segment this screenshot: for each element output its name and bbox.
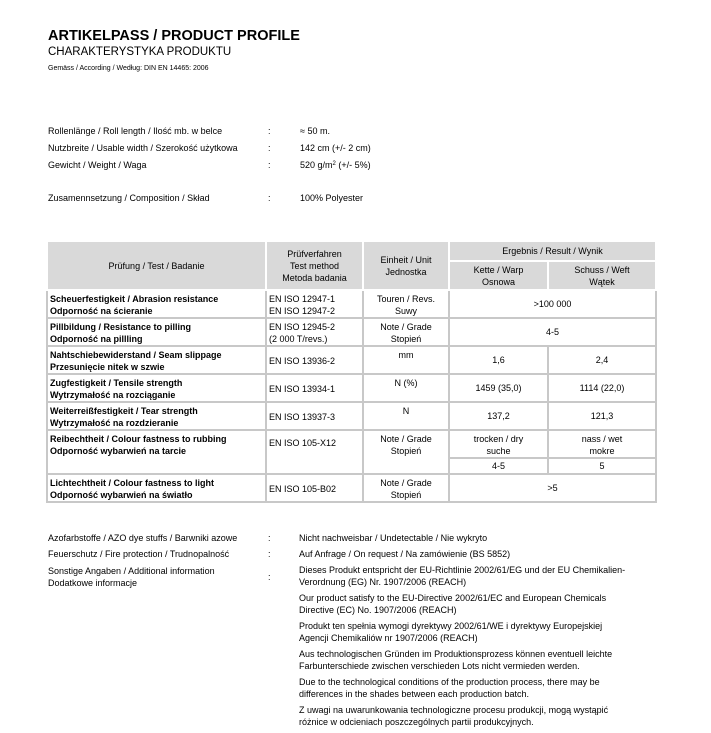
test-name [47, 430, 266, 474]
table-row-colour-fastness-rubbing [47, 430, 656, 458]
unit-line: Touren / Revs. [376, 294, 436, 304]
other-label-pl: Dodatkowe informacje [48, 578, 138, 588]
test-unit: mm [363, 346, 449, 374]
method-line: EN ISO 12947-1 [269, 294, 336, 304]
test-method: EN ISO 13936-2 [266, 346, 363, 374]
test-name [47, 474, 266, 502]
condition-line: nass / wet [581, 434, 623, 444]
test-method [266, 318, 363, 346]
test-result: >100 000 [449, 290, 656, 318]
unit-line: Suwy [394, 306, 417, 316]
test-result: 4-5 [449, 318, 656, 346]
header-weft-de-en: Schuss / Weft [574, 264, 630, 275]
test-unit [363, 430, 449, 474]
spec-value [300, 160, 371, 170]
table-row-tear-strength [47, 402, 656, 430]
header-warp-de-en: Kette / Warp [473, 264, 524, 275]
test-name [47, 402, 266, 430]
paragraph-line: różnice w odcieniach poszczególnych partii produkcyjnych. [299, 717, 534, 727]
spec-label: Zusamennsetzung / Composition / Skład [48, 193, 210, 203]
test-results-table [46, 240, 657, 503]
test-name-pl: Odporność na ścieranie [50, 306, 153, 316]
unit-line: Note / Grade [380, 434, 432, 444]
test-name [47, 346, 266, 374]
header-weft [548, 261, 656, 290]
info-paragraph [299, 676, 669, 700]
test-name-de-en: Reibechtheit / Colour fastness to rubbing [50, 434, 227, 444]
method-line: EN ISO 12947-2 [269, 306, 336, 316]
other-colon: : [268, 572, 271, 582]
result-warp: 4-5 [449, 458, 548, 474]
unit-line: Stopień [390, 446, 422, 456]
test-name-de-en: Nahtschiebewiderstand / Seam slippage [50, 350, 222, 360]
other-label-de-en: Sonstige Angaben / Additional information [48, 566, 215, 576]
paragraph-line: Directive (EC) No. 1907/2006 (REACH) [299, 605, 457, 615]
info-paragraph [299, 648, 669, 672]
test-unit: N (%) [363, 374, 449, 402]
info-paragraph [299, 704, 669, 728]
test-name-de-en: Weiterreißfestigkeit / Tear strength [50, 406, 198, 416]
test-method: EN ISO 13937-3 [266, 402, 363, 430]
spec-label: Gewicht / Weight / Waga [48, 160, 147, 170]
header-unit-pl: Jednostka [385, 266, 427, 277]
test-unit: N [363, 402, 449, 430]
header-method-de: Prüfverfahren [287, 248, 342, 259]
table-row-tensile-strength [47, 374, 656, 402]
azo-colon: : [268, 533, 271, 543]
weight-tolerance: (+/- 5%) [335, 160, 371, 170]
other-label [48, 565, 215, 589]
header-unit-de-en: Einheit / Unit [380, 254, 432, 265]
header-test [47, 241, 266, 290]
header-test-label: Prüfung / Test / Badanie [108, 260, 205, 271]
test-method: EN ISO 105-B02 [266, 474, 363, 502]
paragraph-line: Our product satisfy to the EU-Directive 2002/61/EC and European Chemicals [299, 593, 607, 603]
test-name-de-en: Pillbildung / Resistance to pilling [50, 322, 192, 332]
result-weft: 2,4 [548, 346, 656, 374]
result-warp: 1,6 [449, 346, 548, 374]
result-weft: 1114 (22,0) [548, 374, 656, 402]
method-line: EN ISO 12945-2 [269, 322, 336, 332]
warp-condition [449, 430, 548, 458]
test-method: EN ISO 105-X12 [266, 430, 363, 474]
unit-line: Note / Grade [380, 322, 432, 332]
condition-line: trocken / dry [473, 434, 524, 444]
paragraph-line: Farbunterschiede zwischen verschieden Lots nicht vermieden werden. [299, 661, 580, 671]
test-name-pl: Wytrzymałość na rozdzieranie [50, 418, 179, 428]
test-name [47, 290, 266, 318]
test-method: EN ISO 13934-1 [266, 374, 363, 402]
unit-line: Stopień [390, 490, 422, 500]
info-paragraph [299, 592, 669, 616]
document-subtitle: CHARAKTERYSTYKA PRODUKTU [48, 46, 232, 58]
header-unit [363, 241, 449, 290]
test-unit [363, 318, 449, 346]
unit-line: Stopień [390, 334, 422, 344]
paragraph-line: Produkt ten spełnia wymogi dyrektywy 2002/61/WE i dyrektywy Europejskiej [299, 621, 603, 631]
spec-colon: : [268, 160, 271, 170]
document-title: ARTIKELPASS / PRODUCT PROFILE [48, 28, 300, 44]
table-row-pilling [47, 318, 656, 346]
paragraph-line: Verordnung (EG) Nr. 1907/2006 (REACH) [299, 577, 467, 587]
test-name-pl: Przesunięcie nitek w szwie [50, 362, 165, 372]
azo-label: Azofarbstoffe / AZO dye stuffs / Barwniki azowe [48, 533, 238, 543]
test-name-pl: Wytrzymałość na rozciąganie [50, 390, 176, 400]
paragraph-line: Dieses Produkt entspricht der EU-Richtlinie 2002/61/EG und der EU Chemikalien- [299, 565, 626, 575]
paragraph-line: Z uwagi na uwarunkowania technologiczne procesu produkcji, mogą wystąpić [299, 705, 609, 715]
fire-value: Auf Anfrage / On request / Na zamówienie (BS 5852) [299, 549, 511, 559]
paragraph-line: Due to the technological conditions of the production process, there may be [299, 677, 600, 687]
condition-line: mokre [589, 446, 615, 456]
unit-line: Note / Grade [380, 478, 432, 488]
test-unit [363, 474, 449, 502]
weight-exponent: 2 [332, 161, 336, 167]
header-warp-pl: Osnowa [481, 276, 516, 287]
table-row-colour-fastness-light [47, 474, 656, 502]
weft-condition [548, 430, 656, 458]
header-method-en: Test method [289, 260, 340, 271]
test-method [266, 290, 363, 318]
spec-value: ≈ 50 m. [300, 126, 330, 136]
header-method-pl: Metoda badania [282, 272, 347, 283]
result-weft: 121,3 [548, 402, 656, 430]
spec-colon: : [268, 126, 271, 136]
test-name [47, 318, 266, 346]
weight-value: 520 g/m [300, 160, 333, 170]
header-warp [449, 261, 548, 290]
header-result: Ergebnis / Result / Wynik [449, 241, 656, 261]
info-paragraph [299, 564, 669, 588]
result-weft: 5 [548, 458, 656, 474]
header-weft-pl: Wątek [589, 276, 615, 287]
test-unit [363, 290, 449, 318]
fire-colon: : [268, 549, 271, 559]
test-name-pl: Odporność na pillling [50, 334, 143, 344]
header-method [266, 241, 363, 290]
table-row-seam-slippage [47, 346, 656, 374]
test-name [47, 374, 266, 402]
table-row-abrasion [47, 290, 656, 318]
fire-label: Feuerschutz / Fire protection / Trudnopalność [48, 549, 230, 559]
spec-colon: : [268, 193, 271, 203]
norm-reference: Gemäss / According / Według: DIN EN 14465: 2006 [48, 65, 209, 72]
spec-value: 100% Polyester [300, 193, 364, 203]
test-result: >5 [449, 474, 656, 502]
spec-label: Nutzbreite / Usable width / Szerokość użytkowa [48, 143, 238, 153]
test-name-pl: Odporność wybarwień na światło [50, 490, 193, 500]
test-name-de-en: Lichtechtheit / Colour fastness to light [50, 478, 215, 488]
info-paragraph [299, 620, 669, 644]
azo-value: Nicht nachweisbar / Undetectable / Nie wykryto [299, 533, 488, 543]
method-line: (2 000 T/revs.) [269, 334, 328, 344]
paragraph-line: differences in the shades between each production batch. [299, 689, 529, 699]
spec-colon: : [268, 143, 271, 153]
test-name-pl: Odporność wybarwień na tarcie [50, 446, 187, 456]
test-name-de-en: Zugfestigkeit / Tensile strength [50, 378, 183, 388]
spec-value: 142 cm (+/- 2 cm) [300, 143, 371, 153]
condition-line: suche [486, 446, 511, 456]
test-name-de-en: Scheuerfestigkeit / Abrasion resistance [50, 294, 219, 304]
result-warp: 137,2 [449, 402, 548, 430]
paragraph-line: Aus technologischen Gründen im Produktionsprozess können eventuell leichte [299, 649, 613, 659]
spec-label: Rollenlänge / Roll length / Ilość mb. w belce [48, 126, 223, 136]
paragraph-line: Agencji Chemikaliów nr 1907/2006 (REACH) [299, 633, 478, 643]
result-warp: 1459 (35,0) [449, 374, 548, 402]
